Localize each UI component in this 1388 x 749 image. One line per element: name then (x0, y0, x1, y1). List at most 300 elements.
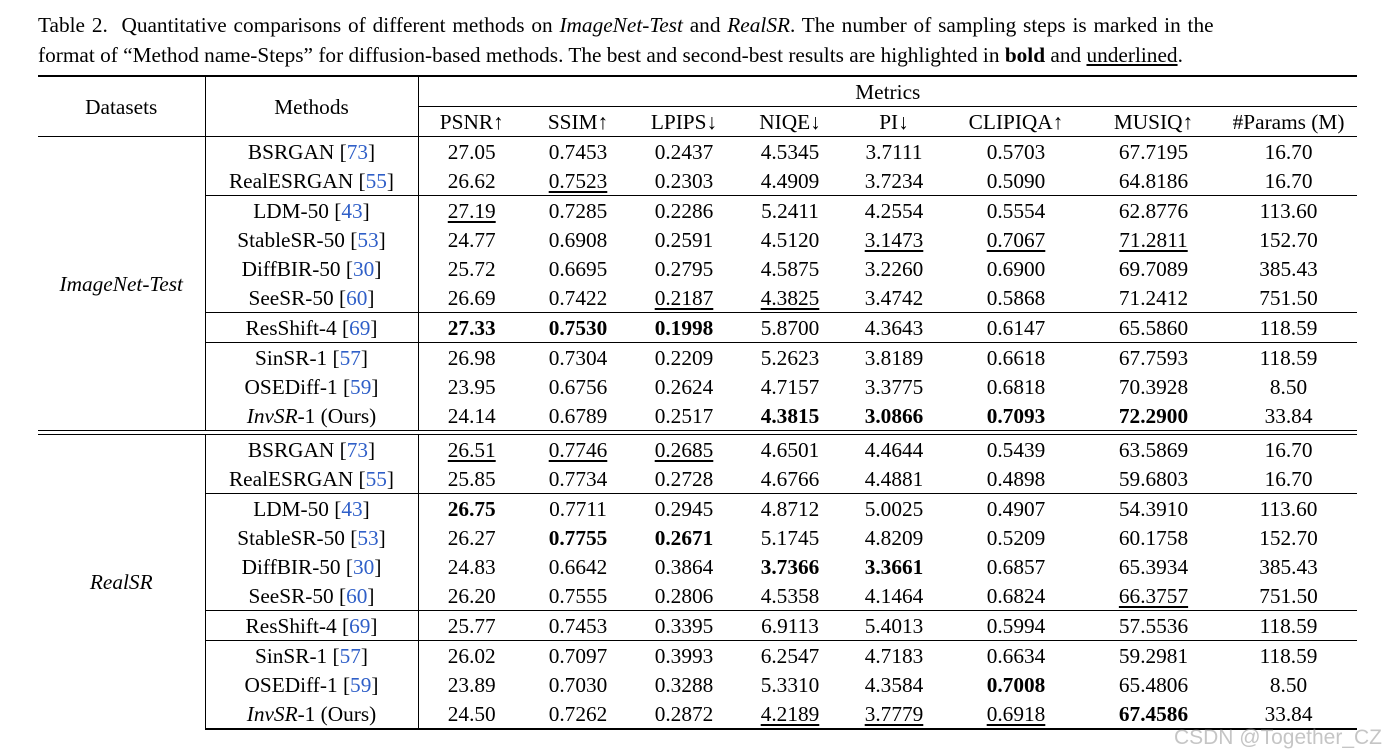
column-header: MUSIQ↑ (1087, 107, 1220, 137)
metric-cell (631, 343, 737, 373)
metric-value: 60.1758 (1118, 525, 1189, 550)
table-row (38, 283, 1357, 313)
metric-value: 26.51 (447, 437, 496, 462)
method-italic: InvSR (246, 701, 298, 726)
metric-value: 6.9113 (761, 613, 819, 638)
metric-value: 69.7089 (1118, 256, 1189, 281)
metric-value: 0.7711 (549, 496, 607, 521)
metric-cell (631, 401, 737, 431)
metric-value: 27.19 (447, 198, 496, 223)
metric-cell (843, 435, 945, 465)
metric-value: 0.7555 (548, 583, 608, 608)
metric-cell (737, 670, 843, 699)
metric-cell (843, 581, 945, 611)
metric-cell (525, 581, 631, 611)
metric-cell (525, 225, 631, 254)
table-row (38, 137, 1357, 167)
metric-cell (1087, 464, 1220, 494)
metric-value: 33.84 (1264, 403, 1313, 428)
metric-cell (1220, 166, 1357, 196)
metric-cell (525, 494, 631, 524)
metric-cell (1220, 641, 1357, 671)
metric-value: 65.3934 (1118, 554, 1189, 579)
citation-link[interactable]: 55 (365, 466, 387, 491)
metric-cell (631, 552, 737, 581)
metric-value: 0.7262 (548, 701, 608, 726)
metric-cell (631, 166, 737, 196)
metric-value: 24.50 (447, 701, 496, 726)
column-header: #Params (M) (1220, 107, 1357, 137)
metric-value: 5.2411 (761, 198, 819, 223)
metric-value: 4.7183 (864, 643, 924, 668)
metric-cell (1220, 611, 1357, 641)
metric-value: 0.7530 (548, 315, 608, 340)
metric-value: 8.50 (1269, 672, 1308, 697)
metric-cell (945, 641, 1087, 671)
metric-value: 0.7067 (986, 227, 1046, 252)
metric-value: 0.2945 (654, 496, 714, 521)
metric-value: 0.2728 (654, 466, 714, 491)
metric-value: 0.7030 (548, 672, 608, 697)
citation-link[interactable]: 30 (353, 554, 375, 579)
metric-value: 0.5554 (986, 198, 1046, 223)
metric-value: 0.3864 (654, 554, 714, 579)
method-name: LDM-50 [43] (205, 494, 418, 524)
metric-value: 0.7453 (548, 613, 608, 638)
metric-cell (525, 552, 631, 581)
method-name: SinSR-1 [57] (205, 343, 418, 373)
method-name: DiffBIR-50 [30] (205, 254, 418, 283)
column-header: PSNR↑ (418, 107, 525, 137)
metric-cell (418, 166, 525, 196)
metric-value: 0.7746 (548, 437, 608, 462)
metric-cell (1087, 581, 1220, 611)
metric-value: 0.5209 (986, 525, 1046, 550)
metric-cell (418, 464, 525, 494)
metric-cell (1087, 343, 1220, 373)
metric-cell (1220, 523, 1357, 552)
table-row (38, 552, 1357, 581)
citation-link[interactable]: 43 (341, 496, 363, 521)
metric-value: 113.60 (1259, 496, 1318, 521)
metric-cell (418, 225, 525, 254)
metric-cell (1087, 137, 1220, 167)
metric-value: 3.8189 (864, 345, 924, 370)
metric-value: 64.8186 (1118, 168, 1189, 193)
results-table (38, 75, 1357, 730)
metric-cell (737, 611, 843, 641)
metric-cell (631, 523, 737, 552)
metric-value: 70.3928 (1118, 374, 1189, 399)
citation-link[interactable]: 69 (349, 315, 371, 340)
metric-cell (1220, 196, 1357, 226)
metric-cell (945, 581, 1087, 611)
metric-value: 26.27 (447, 525, 496, 550)
caption-line-1 (38, 10, 1360, 40)
method-name: SeeSR-50 [60] (205, 581, 418, 611)
metric-cell (945, 464, 1087, 494)
metric-cell (843, 343, 945, 373)
metric-cell (525, 372, 631, 401)
metric-cell (737, 283, 843, 313)
metric-cell (843, 166, 945, 196)
metric-cell (843, 283, 945, 313)
metric-cell (843, 699, 945, 729)
caption-text: and (689, 13, 721, 37)
metric-cell (843, 494, 945, 524)
metric-value: 67.7195 (1118, 139, 1189, 164)
metric-cell (945, 343, 1087, 373)
metric-value: 0.2517 (654, 403, 714, 428)
metric-cell (631, 313, 737, 343)
metric-value: 0.2795 (654, 256, 714, 281)
metric-value: 26.62 (447, 168, 496, 193)
metric-value: 751.50 (1259, 583, 1318, 608)
table-row (38, 313, 1357, 343)
metric-value: 0.6147 (986, 315, 1046, 340)
table-row (38, 611, 1357, 641)
metric-cell (418, 435, 525, 465)
metric-cell (945, 494, 1087, 524)
metric-value: 0.2437 (654, 139, 714, 164)
citation-link[interactable]: 53 (357, 227, 379, 252)
metric-cell (945, 670, 1087, 699)
metric-value: 0.2624 (654, 374, 714, 399)
metric-value: 4.4644 (864, 437, 924, 462)
metric-cell (1087, 196, 1220, 226)
metric-cell (843, 137, 945, 167)
metric-value: 63.5869 (1118, 437, 1189, 462)
metric-value: 3.3661 (864, 554, 924, 579)
metric-value: 26.75 (447, 496, 496, 521)
metric-value: 71.2412 (1118, 285, 1189, 310)
citation-link[interactable]: 53 (357, 525, 379, 550)
method-name: DiffBIR-50 [30] (205, 552, 418, 581)
metric-cell (843, 670, 945, 699)
metric-cell (525, 137, 631, 167)
metric-cell (1220, 464, 1357, 494)
header-methods: Methods (205, 76, 418, 137)
table-row (38, 343, 1357, 373)
metric-cell (1220, 401, 1357, 431)
metric-value: 16.70 (1264, 139, 1313, 164)
method-name: InvSR-1 (Ours) (205, 401, 418, 431)
metric-value: 5.0025 (864, 496, 924, 521)
metric-value: 4.3815 (760, 403, 820, 428)
method-name: LDM-50 [43] (205, 196, 418, 226)
method-name: SinSR-1 [57] (205, 641, 418, 671)
citation-link[interactable]: 57 (339, 345, 361, 370)
metric-cell (631, 494, 737, 524)
method-name: BSRGAN [73] (205, 435, 418, 465)
metric-value: 0.6824 (986, 583, 1046, 608)
table-row (38, 523, 1357, 552)
metric-value: 67.7593 (1118, 345, 1189, 370)
table-row (38, 581, 1357, 611)
metric-value: 751.50 (1259, 285, 1318, 310)
header-metrics: Metrics (418, 76, 1357, 107)
metric-value: 0.2303 (654, 168, 714, 193)
metric-cell (945, 196, 1087, 226)
metric-cell (1087, 611, 1220, 641)
metric-cell (1087, 641, 1220, 671)
metric-cell (631, 435, 737, 465)
metric-value: 0.7285 (548, 198, 608, 223)
method-name: ResShift-4 [69] (205, 611, 418, 641)
metric-value: 25.85 (447, 466, 496, 491)
metric-cell (418, 523, 525, 552)
metric-value: 4.5120 (760, 227, 820, 252)
metric-value: 72.2900 (1118, 403, 1189, 428)
metric-cell (945, 611, 1087, 641)
citation-link[interactable]: 43 (341, 198, 363, 223)
metric-cell (737, 196, 843, 226)
metric-value: 4.4909 (760, 168, 820, 193)
metric-value: 0.7755 (548, 525, 608, 550)
metric-value: 3.7366 (760, 554, 820, 579)
metric-cell (631, 581, 737, 611)
metric-cell (418, 670, 525, 699)
metric-cell (1220, 313, 1357, 343)
method-name: InvSR-1 (Ours) (205, 699, 418, 729)
metric-cell (525, 313, 631, 343)
metric-value: 25.72 (447, 256, 496, 281)
caption-label: Table 2. (38, 13, 108, 37)
method-name: StableSR-50 [53] (205, 225, 418, 254)
metric-cell (1087, 494, 1220, 524)
metric-value: 6.2547 (760, 643, 820, 668)
metric-cell (418, 699, 525, 729)
metric-value: 118.59 (1259, 345, 1318, 370)
metric-value: 0.6857 (986, 554, 1046, 579)
table-row (38, 166, 1357, 196)
metric-value: 4.5345 (760, 139, 820, 164)
metric-cell (737, 225, 843, 254)
citation-link[interactable]: 60 (346, 285, 368, 310)
citation-link[interactable]: 55 (365, 168, 387, 193)
metric-cell (1087, 372, 1220, 401)
metric-value: 16.70 (1264, 437, 1313, 462)
metric-cell (631, 137, 737, 167)
metric-cell (525, 435, 631, 465)
citation-link[interactable]: 59 (350, 672, 372, 697)
metric-value: 0.6789 (548, 403, 608, 428)
metric-cell (418, 494, 525, 524)
metric-value: 65.5860 (1118, 315, 1189, 340)
metric-value: 3.3775 (864, 374, 924, 399)
metric-cell (1220, 343, 1357, 373)
metric-cell (631, 641, 737, 671)
metric-value: 26.20 (447, 583, 496, 608)
metric-cell (418, 313, 525, 343)
metric-cell (945, 313, 1087, 343)
table-row (38, 464, 1357, 494)
metric-cell (1087, 166, 1220, 196)
metric-cell (631, 464, 737, 494)
metric-cell (1087, 254, 1220, 283)
citation-link[interactable]: 73 (346, 437, 369, 462)
citation-link[interactable]: 30 (353, 256, 375, 281)
metric-value: 0.7523 (548, 168, 608, 193)
metric-value: 4.6766 (760, 466, 820, 491)
metric-value: 54.3910 (1118, 496, 1189, 521)
metric-value: 5.8700 (760, 315, 820, 340)
metric-value: 4.4881 (864, 466, 924, 491)
metric-cell (737, 641, 843, 671)
metric-value: 0.7304 (548, 345, 608, 370)
metric-value: 33.84 (1264, 701, 1313, 726)
metric-value: 0.5703 (986, 139, 1046, 164)
metric-value: 59.6803 (1118, 466, 1189, 491)
column-header: PI↓ (843, 107, 945, 137)
table-row (38, 670, 1357, 699)
metric-value: 24.14 (447, 403, 496, 428)
metric-cell (843, 372, 945, 401)
metric-cell (1220, 283, 1357, 313)
metric-cell (1087, 435, 1220, 465)
metric-cell (631, 196, 737, 226)
column-header: CLIPIQA↑ (945, 107, 1087, 137)
metric-cell (737, 523, 843, 552)
metric-value: 118.59 (1259, 315, 1318, 340)
metric-cell (843, 401, 945, 431)
citation-link[interactable]: 60 (346, 583, 368, 608)
metric-value: 0.6618 (986, 345, 1046, 370)
citation-link[interactable]: 73 (346, 139, 369, 164)
metric-cell (631, 670, 737, 699)
metric-value: 65.4806 (1118, 672, 1189, 697)
column-header: LPIPS↓ (631, 107, 737, 137)
metric-cell (631, 283, 737, 313)
metric-value: 0.5439 (986, 437, 1046, 462)
metric-value: 4.8209 (864, 525, 924, 550)
metric-cell (418, 401, 525, 431)
metric-value: 27.33 (447, 315, 496, 340)
metric-cell (737, 372, 843, 401)
method-name: OSEDiff-1 [59] (205, 372, 418, 401)
method-name: StableSR-50 [53] (205, 523, 418, 552)
method-name: BSRGAN [73] (205, 137, 418, 167)
metric-value: 16.70 (1264, 168, 1313, 193)
metric-value: 62.8776 (1118, 198, 1189, 223)
caption-text: format of “Method name-Steps” for diffusion-based methods. The best and second-best results are highlighted in (38, 43, 1000, 67)
metric-cell (631, 611, 737, 641)
metric-value: 0.7453 (548, 139, 608, 164)
metric-cell (843, 523, 945, 552)
metric-cell (1220, 435, 1357, 465)
metric-cell (631, 225, 737, 254)
metric-value: 24.83 (447, 554, 496, 579)
metric-value: 4.5875 (760, 256, 820, 281)
caption-dataset: RealSR (727, 13, 790, 37)
metric-value: 0.2187 (654, 285, 714, 310)
citation-link[interactable]: 69 (349, 613, 371, 638)
metric-value: 57.5536 (1118, 613, 1189, 638)
metric-value: 4.5358 (760, 583, 820, 608)
caption-text: Quantitative comparisons of different methods on (121, 13, 553, 37)
metric-value: 113.60 (1259, 198, 1318, 223)
citation-link[interactable]: 59 (350, 374, 372, 399)
metric-cell (843, 552, 945, 581)
metric-value: 4.7157 (760, 374, 820, 399)
metric-value: 4.3584 (864, 672, 924, 697)
metric-cell (418, 611, 525, 641)
metric-cell (737, 343, 843, 373)
metric-value: 26.98 (447, 345, 496, 370)
metric-value: 5.3310 (760, 672, 820, 697)
column-header: SSIM↑ (525, 107, 631, 137)
citation-link[interactable]: 57 (339, 643, 361, 668)
table-row (38, 196, 1357, 226)
metric-value: 3.7779 (864, 701, 924, 726)
method-name: RealESRGAN [55] (205, 464, 418, 494)
table-row (38, 225, 1357, 254)
metric-cell (737, 166, 843, 196)
metric-cell (1087, 313, 1220, 343)
metric-cell (1220, 494, 1357, 524)
caption-text: . The number of sampling steps is marked in the (789, 13, 1214, 37)
metric-cell (1220, 225, 1357, 254)
table-row (38, 699, 1357, 729)
metric-value: 118.59 (1259, 613, 1318, 638)
watermark: CSDN @Together_CZ (1173, 726, 1382, 749)
table-row (38, 254, 1357, 283)
metric-value: 0.5868 (986, 285, 1046, 310)
metric-value: 0.3993 (654, 643, 714, 668)
metric-cell (945, 552, 1087, 581)
metric-cell (1220, 581, 1357, 611)
metric-cell (418, 372, 525, 401)
metric-cell (945, 166, 1087, 196)
metric-value: 4.3825 (760, 285, 820, 310)
caption-dataset: ImageNet-Test (559, 13, 683, 37)
metric-cell (945, 254, 1087, 283)
metric-value: 26.69 (447, 285, 496, 310)
metric-cell (945, 372, 1087, 401)
metric-value: 0.2671 (654, 525, 714, 550)
metric-cell (843, 464, 945, 494)
metric-value: 23.89 (447, 672, 496, 697)
metric-cell (843, 641, 945, 671)
metric-value: 5.4013 (864, 613, 924, 638)
metric-value: 3.4742 (864, 285, 924, 310)
metric-value: 152.70 (1259, 227, 1318, 252)
metric-value: 4.8712 (760, 496, 820, 521)
metric-value: 0.2685 (654, 437, 714, 462)
metric-cell (525, 283, 631, 313)
metric-cell (737, 401, 843, 431)
metric-value: 3.2260 (864, 256, 924, 281)
metric-cell (843, 225, 945, 254)
metric-cell (418, 254, 525, 283)
metric-cell (737, 699, 843, 729)
metric-value: 23.95 (447, 374, 496, 399)
metric-value: 4.3643 (864, 315, 924, 340)
metric-value: 3.7111 (865, 139, 923, 164)
metric-cell (418, 552, 525, 581)
metric-cell (737, 254, 843, 283)
caption-line-2 (38, 40, 1360, 70)
metric-cell (525, 611, 631, 641)
metric-value: 0.7093 (986, 403, 1046, 428)
metric-cell (525, 196, 631, 226)
method-name: SeeSR-50 [60] (205, 283, 418, 313)
method-name: ResShift-4 [69] (205, 313, 418, 343)
metric-value: 4.2554 (864, 198, 924, 223)
metric-cell (843, 254, 945, 283)
metric-cell (525, 699, 631, 729)
metric-value: 0.2806 (654, 583, 714, 608)
